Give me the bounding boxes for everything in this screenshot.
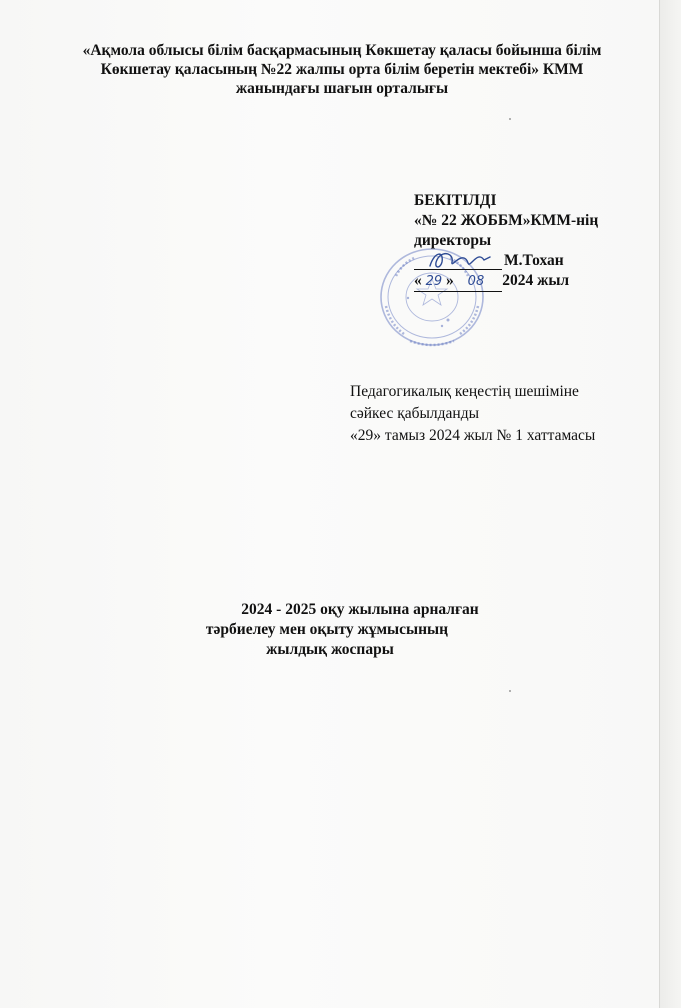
council-decision-block [350,381,595,447]
council-line-1: Педагогикалық кеңестің шешіміне [350,383,579,400]
approval-date-row [414,271,598,291]
date-year: 2024 жыл [502,272,570,289]
approval-title: БЕКІТІЛДІ [414,192,497,209]
header-line-1: «Ақмола облысы білім басқармасының Көкшетау қаласы бойынша білім [82,42,602,59]
header-line-2: Көкшетау қаласының №22 жалпы орта білім беретін мектебі» КММ [100,61,584,78]
organization-header [30,41,654,98]
approval-block [414,191,598,291]
plan-title-line-1: 2024 - 2025 оқу жылына арналған [241,601,479,618]
header-line-3: жанындағы шағын орталығы [235,80,449,97]
paper-speck [509,690,511,692]
date-quote-close: » [446,272,454,289]
date-month: 08 [467,274,485,289]
approval-position: директоры [414,232,492,249]
page-fold-shadow [660,0,681,1008]
paper-speck [509,118,511,120]
council-line-2: сәйкес қабылданды [350,405,480,422]
date-quote-open: « [414,272,422,289]
plan-title-line-2: тәрбиелеу мен оқыту жұмысының [205,621,449,638]
plan-title-line-3: жылдық жоспары [266,641,394,658]
approval-date [414,271,502,292]
council-line-3: «29» тамыз 2024 жыл № 1 хаттамасы [350,427,596,444]
director-name: М.Тохан [504,252,564,269]
approval-organization: «№ 22 ЖОББМ»КММ-нің [414,212,599,229]
date-day: 29 [425,274,443,289]
director-signature-row [414,251,598,271]
signature-line [414,255,502,270]
page-fold-line [659,0,660,1008]
plan-title [150,600,570,660]
